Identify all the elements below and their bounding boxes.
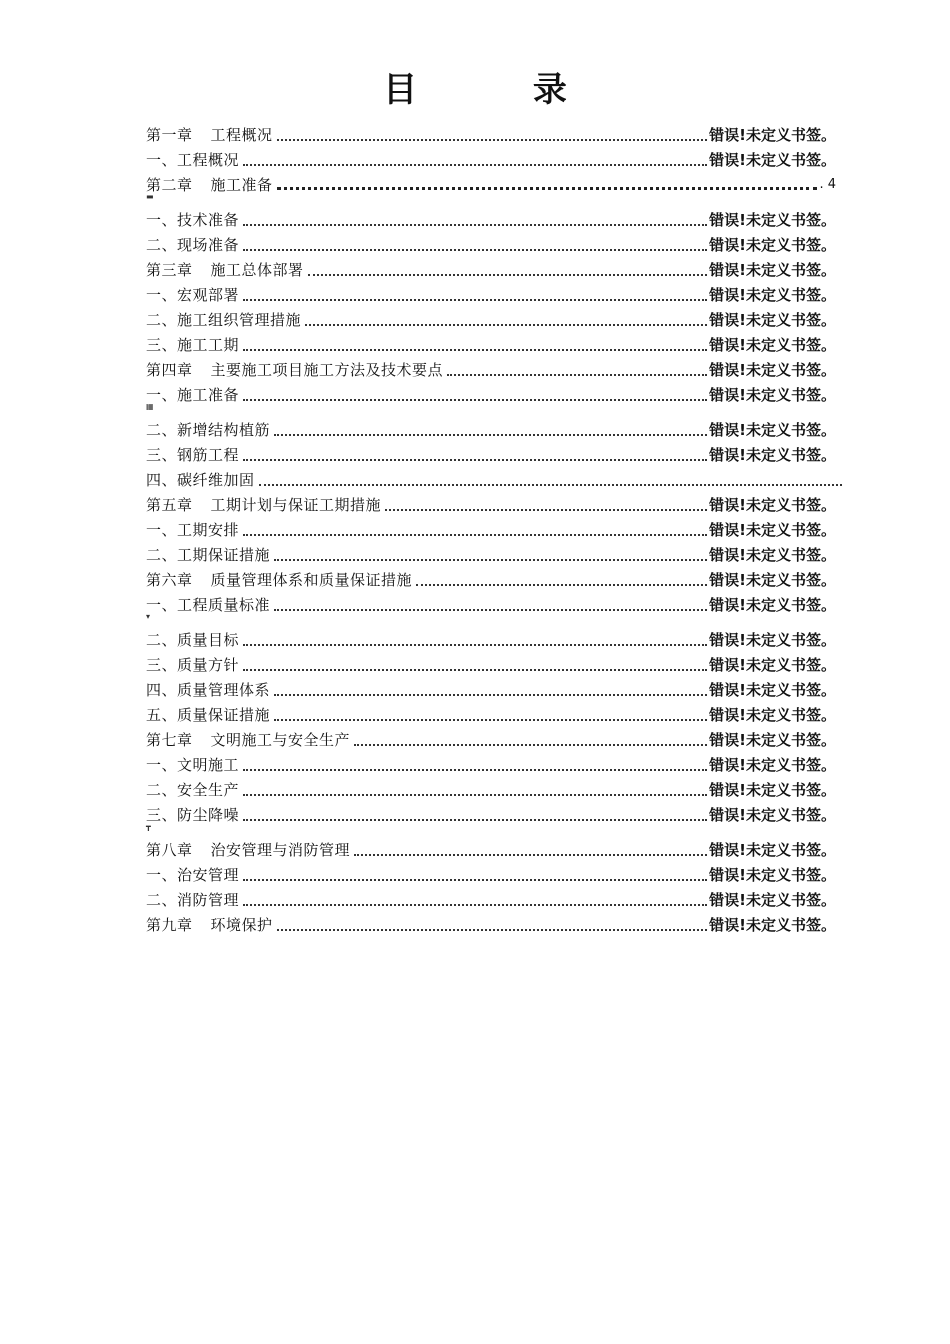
toc-entry-title: 质量管理体系和质量保证措施 <box>210 571 413 589</box>
toc-page-ref: 错误!未定义书签。 <box>709 806 836 824</box>
toc-chapter-number: 第五章 <box>146 496 193 514</box>
toc-page-ref: 错误!未定义书签。 <box>709 756 836 774</box>
toc-entry[interactable] <box>146 625 836 650</box>
toc-entry[interactable] <box>146 590 836 615</box>
toc-entry-chapter-2[interactable] <box>146 170 836 195</box>
toc-entry-title: 一、文明施工 <box>146 756 240 774</box>
toc-entry-title: 一、工程质量标准 <box>146 596 271 614</box>
dot-leader <box>243 892 707 906</box>
table-of-contents <box>146 120 836 935</box>
format-mark: ▾ <box>146 612 151 621</box>
toc-entry[interactable] <box>146 650 836 675</box>
toc-entry-title: 文明施工与安全生产 <box>210 731 351 749</box>
toc-page-ref: 错误!未定义书签。 <box>709 286 836 304</box>
toc-entry[interactable] <box>146 675 836 700</box>
toc-page-ref: 错误!未定义书签。 <box>709 916 836 934</box>
dot-leader <box>243 337 707 351</box>
toc-page-ref: 错误!未定义书签。 <box>709 571 836 589</box>
toc-page-ref: 错误!未定义书签。 <box>709 386 836 404</box>
toc-page-ref: 错误!未定义书签。 <box>709 681 836 699</box>
toc-entry[interactable] <box>146 145 836 170</box>
toc-entry-title: 五、质量保证措施 <box>146 706 271 724</box>
toc-page-ref: 错误!未定义书签。 <box>709 706 836 724</box>
format-mark: ┳ <box>146 822 151 831</box>
toc-entry-title: 二、安全生产 <box>146 781 240 799</box>
toc-entry-chapter-7[interactable] <box>146 725 836 750</box>
toc-chapter-number: 第一章 <box>146 126 193 144</box>
dot-leader <box>308 262 708 276</box>
dot-leader <box>277 127 708 141</box>
dot-leader <box>243 782 707 796</box>
toc-entry[interactable] <box>146 415 836 440</box>
toc-entry[interactable] <box>146 440 836 465</box>
toc-entry-title: 工期计划与保证工期措施 <box>210 496 382 514</box>
toc-chapter-number: 第八章 <box>146 841 193 859</box>
toc-entry-chapter-1[interactable] <box>146 120 836 145</box>
toc-page-ref: 错误!未定义书签。 <box>709 261 836 279</box>
toc-page-ref: 错误!未定义书签。 <box>709 311 836 329</box>
dot-leader <box>243 657 707 671</box>
toc-chapter-number: 第四章 <box>146 361 193 379</box>
dot-leader <box>243 237 707 251</box>
dot-leader <box>243 387 707 401</box>
toc-entry-title: 三、防尘降噪 <box>146 806 240 824</box>
dot-leader <box>243 807 707 821</box>
dot-leader <box>447 362 707 376</box>
toc-entry-title: 二、质量目标 <box>146 631 240 649</box>
toc-page-ref: 错误!未定义书签。 <box>709 126 836 144</box>
toc-page-ref: 错误!未定义书签。 <box>709 361 836 379</box>
toc-entry[interactable] <box>146 380 836 405</box>
dot-leader <box>243 447 707 461</box>
toc-entry-title: 三、钢筋工程 <box>146 446 240 464</box>
toc-entry[interactable] <box>146 330 836 355</box>
toc-entry-title: 二、新增结构植筋 <box>146 421 271 439</box>
toc-entry[interactable] <box>146 700 836 725</box>
toc-page-ref: 错误!未定义书签。 <box>709 151 836 169</box>
toc-entry-title: 工程概况 <box>210 126 273 144</box>
toc-entry-chapter-4[interactable] <box>146 355 836 380</box>
toc-chapter-number: 第九章 <box>146 916 193 934</box>
dot-leader <box>385 497 707 511</box>
toc-chapter-number: 第六章 <box>146 571 193 589</box>
toc-entry-title: 治安管理与消防管理 <box>210 841 351 859</box>
toc-entry[interactable] <box>146 230 836 255</box>
toc-entry-title: 四、碳纤维加固 <box>146 471 255 489</box>
toc-entry[interactable] <box>146 860 836 885</box>
toc-entry-title: 一、工期安排 <box>146 521 240 539</box>
dot-leader <box>277 917 708 931</box>
toc-entry-title: 一、工程概况 <box>146 151 240 169</box>
dot-leader <box>305 312 707 326</box>
toc-entry-title: 环境保护 <box>210 916 273 934</box>
toc-entry[interactable] <box>146 800 836 825</box>
dot-leader <box>416 572 707 586</box>
toc-page-ref: 错误!未定义书签。 <box>709 421 836 439</box>
dot-leader <box>243 287 707 301</box>
toc-entry-chapter-6[interactable] <box>146 565 836 590</box>
dot-leader <box>354 732 707 746</box>
toc-page-ref: 错误!未定义书签。 <box>709 731 836 749</box>
toc-entry[interactable] <box>146 515 836 540</box>
dot-leader <box>274 707 707 721</box>
toc-entry-title: 二、施工组织管理措施 <box>146 311 302 329</box>
toc-entry-title: 一、治安管理 <box>146 866 240 884</box>
format-mark: ▬ <box>146 192 154 201</box>
toc-page-ref: 错误!未定义书签。 <box>709 211 836 229</box>
toc-page-ref: 错误!未定义书签。 <box>709 656 836 674</box>
dot-leader <box>243 152 707 166</box>
toc-page-ref: 错误!未定义书签。 <box>709 841 836 859</box>
toc-entry-title: 四、质量管理体系 <box>146 681 271 699</box>
dot-leader <box>243 522 707 536</box>
toc-entry-chapter-9[interactable] <box>146 910 836 935</box>
toc-entry-title: 主要施工项目施工方法及技术要点 <box>210 361 444 379</box>
toc-entry[interactable] <box>146 465 836 490</box>
toc-page-ref: 错误!未定义书签。 <box>709 866 836 884</box>
toc-page-ref: 错误!未定义书签。 <box>709 546 836 564</box>
format-mark: ▦ <box>146 402 154 411</box>
toc-page-ref: . 4 <box>819 177 836 192</box>
toc-entry-title: 施工准备 <box>210 176 273 194</box>
toc-entry-title: 二、工期保证措施 <box>146 546 271 564</box>
dot-leader <box>354 842 707 856</box>
toc-entry-chapter-5[interactable] <box>146 490 836 515</box>
toc-chapter-number: 第三章 <box>146 261 193 279</box>
toc-page-ref: 错误!未定义书签。 <box>709 596 836 614</box>
toc-entry[interactable] <box>146 750 836 775</box>
toc-chapter-number: 第七章 <box>146 731 193 749</box>
dot-leader <box>274 422 707 436</box>
toc-page-ref: 错误!未定义书签。 <box>709 521 836 539</box>
toc-page-ref: 错误!未定义书签。 <box>709 891 836 909</box>
toc-chapter-number: 第二章 <box>146 176 193 194</box>
toc-entry-title: 一、宏观部署 <box>146 286 240 304</box>
toc-entry[interactable] <box>146 540 836 565</box>
dot-leader <box>259 472 842 486</box>
toc-entry[interactable] <box>146 205 836 230</box>
toc-entry-title: 三、质量方针 <box>146 656 240 674</box>
dot-leader <box>274 682 707 696</box>
toc-page-ref: 错误!未定义书签。 <box>709 446 836 464</box>
dot-leader <box>243 632 707 646</box>
dot-leader <box>277 175 818 190</box>
toc-entry-title: 一、施工准备 <box>146 386 240 404</box>
toc-page-ref: 错误!未定义书签。 <box>709 631 836 649</box>
toc-entry[interactable] <box>146 280 836 305</box>
toc-entry[interactable] <box>146 775 836 800</box>
toc-page-ref: 错误!未定义书签。 <box>709 236 836 254</box>
toc-page-ref: 错误!未定义书签。 <box>709 336 836 354</box>
toc-entry-title: 二、现场准备 <box>146 236 240 254</box>
dot-leader <box>243 757 707 771</box>
toc-page-ref: 错误!未定义书签。 <box>709 781 836 799</box>
dot-leader <box>274 597 707 611</box>
toc-entry-title: 三、施工工期 <box>146 336 240 354</box>
dot-leader <box>243 867 707 881</box>
toc-entry-chapter-8[interactable] <box>146 835 836 860</box>
page-title: 目 录 <box>383 70 619 110</box>
toc-entry-title: 二、消防管理 <box>146 891 240 909</box>
toc-page-ref: 错误!未定义书签。 <box>709 496 836 514</box>
dot-leader <box>274 547 707 561</box>
toc-entry[interactable] <box>146 305 836 330</box>
toc-entry-title: 一、技术准备 <box>146 211 240 229</box>
toc-entry-chapter-3[interactable] <box>146 255 836 280</box>
dot-leader <box>243 212 707 226</box>
toc-entry[interactable] <box>146 885 836 910</box>
toc-entry-title: 施工总体部署 <box>210 261 304 279</box>
